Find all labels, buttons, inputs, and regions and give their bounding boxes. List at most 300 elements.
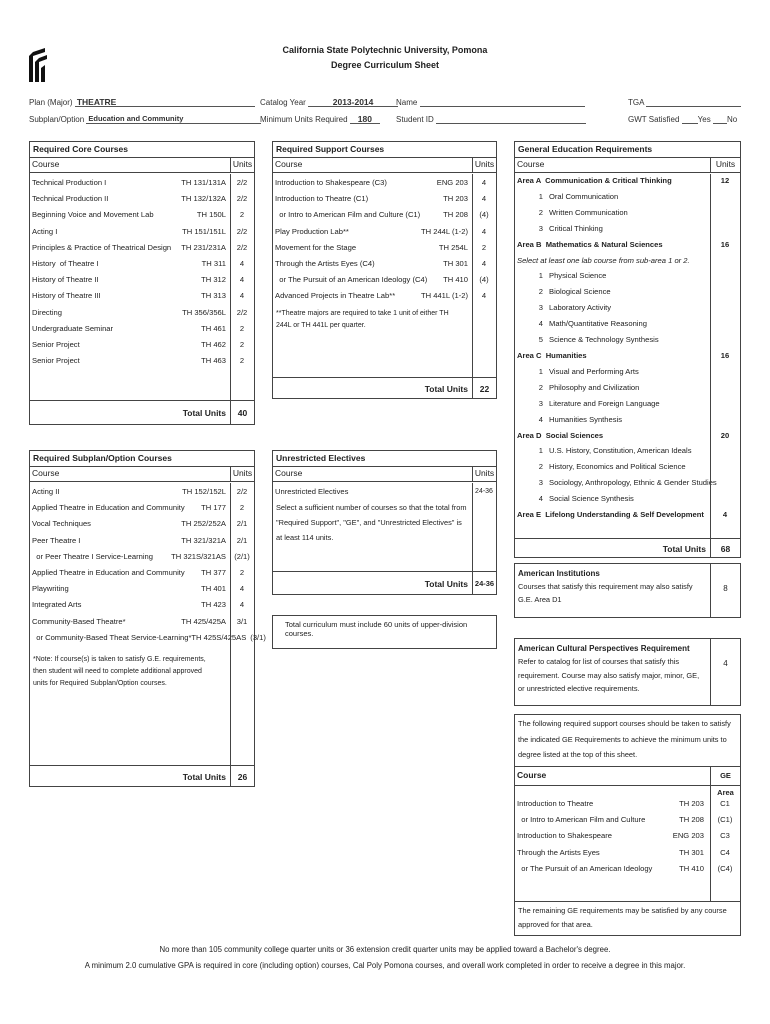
footer-line-2: A minimum 2.0 cumulative GPA is required in core (including option) courses, Cal Poly Pomona courses, and overall work completed in order to receive a degree in this major. <box>84 961 686 970</box>
core-course-number: TH 313 <box>201 291 226 301</box>
core-course-number: TH 312 <box>201 275 226 285</box>
subplan-note: *Note: If course(s) is taken to satisfy G.E. requirements, then student will need to complete additional approved units for Required Subplan/Option courses. <box>33 656 206 688</box>
subplan-course-name: Applied Theatre in Education and Community <box>32 568 185 578</box>
core-course-units: 2 <box>239 210 245 220</box>
support-rows <box>273 173 496 305</box>
support-course-number: TH 244L (1-2) <box>421 226 468 236</box>
subplan-row <box>30 614 254 630</box>
subplan-course-units: 4 <box>239 584 245 594</box>
ge-support-row <box>515 796 740 812</box>
ge-subarea <box>515 221 710 237</box>
core-total-value: 40 <box>230 401 254 425</box>
subplan-value: Education and Community <box>88 114 184 123</box>
core-course-name: Technical Production II <box>32 194 109 204</box>
ge-total-value: 68 <box>710 539 740 558</box>
ge-support-rows <box>515 786 740 877</box>
support-course-units: 4 <box>481 178 487 187</box>
support-row <box>273 207 496 223</box>
footer-line-1: No more than 105 community college quarter units or 36 extension credit quarter units may be applied toward a Bachelor's degree. <box>159 945 611 954</box>
ge-subarea-spacer <box>710 300 740 316</box>
ai-desc: Courses that satisfy this requirement may also satisfy G.E. Area D1 <box>518 582 693 604</box>
name-input[interactable] <box>420 97 585 107</box>
support-units-divider <box>472 174 473 398</box>
ge-support-area: (C1) <box>717 815 733 825</box>
core-course-units: 2/2 <box>236 242 248 252</box>
core-course-units: 2 <box>239 323 245 333</box>
ge-subarea-label: Math/Quantitative Reasoning <box>549 319 647 329</box>
subplan-col-course: Course <box>32 468 60 478</box>
ge-subarea-row <box>515 316 740 332</box>
core-course-name: Senior Project <box>32 340 80 350</box>
ge-box <box>514 141 741 558</box>
support-title: Required Support Courses <box>273 142 496 158</box>
ge-subarea-spacer <box>710 396 740 412</box>
ge-area-label: Area E Lifelong Understanding & Self Development <box>517 510 704 520</box>
ge-support-row <box>515 845 740 861</box>
core-course-units: 2 <box>239 340 245 350</box>
support-course-units: 4 <box>481 291 487 301</box>
ge-subarea <box>515 412 710 428</box>
subplan-row <box>30 597 254 613</box>
ge-subarea-label: Laboratory Activity <box>549 303 612 313</box>
support-col-head <box>273 158 496 173</box>
subplan-row <box>30 484 254 500</box>
ge-subarea <box>515 205 710 221</box>
core-course-name: Undergraduate Seminar <box>32 323 114 333</box>
core-course-number: TH 461 <box>201 323 226 333</box>
ge-total-label: Total Units <box>662 544 706 554</box>
ge-support-col-head <box>515 767 740 797</box>
acp-divider <box>710 639 711 705</box>
ge-subarea-index: 3 <box>538 478 543 488</box>
core-course-name: Beginning Voice and Movement Lab <box>32 210 154 220</box>
support-course-name: Play Production Lab** <box>275 226 349 236</box>
support-course-number: TH 208 <box>443 210 468 220</box>
subplan-course-units: (2/1) <box>234 551 250 561</box>
core-total-row <box>30 400 254 425</box>
ge-subarea-row <box>515 396 740 412</box>
electives-total-label: Total Units <box>424 579 468 589</box>
support-row <box>273 224 496 240</box>
electives-total-row <box>273 571 496 595</box>
ge-subarea-spacer <box>710 205 740 221</box>
core-row <box>30 321 254 337</box>
ge-support-course-number: TH 208 <box>679 815 704 825</box>
ge-subarea-row <box>515 459 740 475</box>
support-course-name: Advanced Projects in Theatre Lab** <box>275 291 396 301</box>
ge-area-note-spacer <box>710 253 740 269</box>
core-course-number: TH 463 <box>201 356 226 366</box>
electives-col-head <box>273 467 496 482</box>
ge-subarea-index: 3 <box>538 303 543 313</box>
core-course-units: 4 <box>239 259 245 269</box>
acp-units: 4 <box>723 659 728 668</box>
ge-subarea-spacer <box>710 412 740 428</box>
core-course-name: Senior Project <box>32 356 80 366</box>
support-course-name: or Intro to American Film and Culture (C1) <box>275 210 421 220</box>
subplan-course-units: 3/1 <box>236 616 248 626</box>
support-course-number: TH 203 <box>443 194 468 204</box>
subplan-course-number: TH 152/152L <box>182 487 226 496</box>
ge-subarea <box>515 300 710 316</box>
ge-subarea-spacer <box>710 443 740 459</box>
student-id-input[interactable] <box>436 114 586 124</box>
student-id-field <box>396 114 586 124</box>
subplan-units-divider <box>230 483 231 786</box>
core-col-course: Course <box>32 159 60 169</box>
ge-support-area: (C4) <box>717 863 733 873</box>
support-course-units: 4 <box>481 259 487 269</box>
ge-support-divider <box>710 767 711 901</box>
core-course-units: 2/2 <box>236 178 248 187</box>
catalog-label: Catalog Year <box>260 98 306 107</box>
ge-subarea <box>515 189 710 205</box>
subplan-row <box>30 630 266 646</box>
plan-label: Plan (Major) <box>29 98 73 107</box>
ge-units-divider <box>710 174 711 557</box>
electives-row <box>273 482 496 500</box>
ge-subarea-spacer <box>710 189 740 205</box>
core-row <box>30 272 254 288</box>
core-row <box>30 240 254 256</box>
name-field <box>396 97 585 107</box>
ge-subarea-label: U.S. History, Constitution, American Ideals <box>549 446 692 456</box>
min-units-value-line[interactable] <box>350 114 380 124</box>
subplan-course-units: 2/2 <box>236 487 248 496</box>
upper-division-note: Total curriculum must include 60 units of upper-division courses. <box>272 615 497 649</box>
ge-support-intro: The following required support courses should be taken to satisfy the indicated GE Requirements to achieve the minimum units to degree listed at the top of this sheet. <box>515 715 740 767</box>
ge-subarea-label: Social Science Synthesis <box>549 494 634 504</box>
ge-col-units: Units <box>710 158 740 172</box>
ge-col-head <box>515 158 740 173</box>
subplan-field <box>29 114 261 124</box>
electives-col-course: Course <box>275 468 303 478</box>
ai-text <box>518 568 704 606</box>
core-course-name: Acting I <box>32 226 58 236</box>
support-course-units: (4) <box>479 210 489 220</box>
ge-subarea-row <box>515 475 740 491</box>
subplan-total-value: 26 <box>230 766 254 787</box>
ge-subarea-label: Humanities Synthesis <box>549 414 623 424</box>
ge-subarea-index: 1 <box>538 191 543 201</box>
ge-subarea <box>515 284 710 300</box>
gwt-label: GWT Satisfied <box>628 115 680 124</box>
core-row <box>30 288 254 304</box>
ge-subarea-row <box>515 189 740 205</box>
support-course-name: or The Pursuit of an American Ideology (C4) <box>275 275 428 285</box>
ge-subarea-label: Visual and Performing Arts <box>549 366 639 376</box>
ge-subarea <box>515 475 717 491</box>
ge-support-box <box>514 714 741 936</box>
support-course-number: ENG 203 <box>436 178 468 187</box>
ge-area-units: 16 <box>720 350 730 360</box>
subplan-course-name: Acting II <box>32 487 60 496</box>
ge-support-row <box>515 861 740 877</box>
support-row <box>273 191 496 207</box>
ge-support-course-name: Introduction to Shakespeare <box>517 831 612 841</box>
ge-subarea-index: 2 <box>538 382 543 392</box>
catalog-value-line[interactable] <box>308 97 398 107</box>
subplan-row <box>30 565 254 581</box>
american-cultural-box <box>514 638 741 706</box>
support-course-name: Introduction to Theatre (C1) <box>275 194 369 204</box>
ge-support-col-area: GE Area <box>710 767 740 785</box>
subplan-course-units: 4 <box>239 600 245 610</box>
subplan-course-name: or Peer Theatre I Service-Learning <box>32 551 153 561</box>
ge-subarea-label: Oral Communication <box>549 191 619 201</box>
ge-subarea-row <box>515 364 740 380</box>
core-course-name: Principles & Practice of Theatrical Design <box>32 242 172 252</box>
subplan-row <box>30 549 254 565</box>
core-course-number: TH 462 <box>201 340 226 350</box>
core-col-units: Units <box>230 158 254 172</box>
catalog-field <box>260 97 398 107</box>
subplan-course-number: TH 252/252A <box>181 519 226 529</box>
subplan-course-name: Playwriting <box>32 584 69 594</box>
core-courses-box <box>29 141 255 425</box>
ge-support-course-name: Introduction to Theatre <box>517 799 594 808</box>
ge-subarea-row <box>515 443 740 459</box>
subplan-courses-box <box>29 450 266 787</box>
ge-subarea-row <box>515 491 740 507</box>
gwt-field <box>628 114 737 124</box>
subplan-value-line[interactable] <box>86 114 261 124</box>
university-name: California State Polytechnic University, Pomona <box>282 45 488 55</box>
ge-support-col-course: Course <box>517 770 547 780</box>
ai-units: 8 <box>723 584 728 593</box>
ge-subarea-label: Literature and Foreign Language <box>549 398 660 408</box>
ge-subarea-label: Biological Science <box>549 287 611 297</box>
core-course-number: TH 131/131A <box>181 178 226 187</box>
support-course-number: TH 254L <box>438 242 468 252</box>
core-row <box>30 191 254 207</box>
ge-subarea-spacer <box>710 364 740 380</box>
subplan-course-name: Community-Based Theatre* <box>32 616 126 626</box>
ge-subarea-index: 4 <box>538 494 543 504</box>
ge-area-note: Select at least one lab course from sub-area 1 or 2. <box>517 255 690 265</box>
ge-subarea <box>515 396 710 412</box>
ge-subarea-index: 3 <box>538 398 543 408</box>
support-course-units: (4) <box>479 275 489 285</box>
ge-subarea-index: 4 <box>538 319 543 329</box>
ge-support-course-name: Through the Artists Eyes <box>517 847 600 857</box>
plan-value: THEATRE <box>76 97 117 107</box>
ge-subarea-label: Sociology, Anthropology, Ethnic & Gender Studies <box>549 478 717 488</box>
tga-label: TGA <box>628 98 645 107</box>
ge-area-row <box>515 237 740 253</box>
subplan-course-units: 2 <box>239 503 245 513</box>
ge-support-course-number: TH 203 <box>679 799 704 808</box>
ge-subarea <box>515 364 710 380</box>
electives-title: Unrestricted Electives <box>273 451 496 467</box>
ge-subarea-spacer <box>710 491 740 507</box>
support-course-units: 4 <box>481 194 487 204</box>
core-course-units: 4 <box>239 291 245 301</box>
ge-area-units: 4 <box>722 510 728 520</box>
plan-field <box>29 97 255 107</box>
ge-subarea-spacer <box>710 316 740 332</box>
core-row <box>30 224 254 240</box>
subplan-col-head <box>30 467 254 482</box>
core-row <box>30 256 254 272</box>
ge-subarea <box>515 268 710 284</box>
acp-desc: Refer to catalog for list of courses that satisfy this requirement. Course may also satisfy major, minor, GE, or unrestricted elective requirements. <box>518 657 700 693</box>
core-course-number: TH 311 <box>201 259 226 269</box>
ge-subarea-spacer <box>710 380 740 396</box>
gwt-yes-label: Yes <box>697 115 711 124</box>
core-row <box>30 305 254 321</box>
electives-desc: Select a sufficient number of courses so that the total from "Required Support", "GE", and "Unrestricted Electives" is at least 114 units. <box>276 503 467 543</box>
ge-support-row <box>515 812 740 828</box>
name-label: Name <box>396 98 418 107</box>
subplan-course-number: TH 425S/425AS <box>191 632 247 642</box>
ge-support-remaining: The remaining GE requirements may be satisfied by any course approved for that area. <box>515 901 740 935</box>
ge-subarea-index: 3 <box>538 223 543 233</box>
student-id-label: Student ID <box>396 115 434 124</box>
ge-support-course-number: ENG 203 <box>672 831 704 841</box>
support-row <box>273 175 496 191</box>
core-units-divider <box>230 174 231 424</box>
ge-subarea-spacer <box>710 268 740 284</box>
ge-support-course-number: TH 410 <box>679 863 704 873</box>
ge-subarea <box>515 332 710 348</box>
ge-title: General Education Requirements <box>515 142 740 158</box>
ge-subarea-label: Written Communication <box>549 207 628 217</box>
core-course-name: History of Theatre I <box>32 259 99 269</box>
ge-area-note-row <box>515 253 740 269</box>
support-course-number: TH 441L (1-2) <box>421 291 468 301</box>
support-course-name: Introduction to Shakespeare (C3) <box>275 178 387 187</box>
core-row <box>30 175 254 191</box>
ge-subarea-row <box>515 380 740 396</box>
core-course-number: TH 231/231A <box>181 242 226 252</box>
subplan-course-number: TH 423 <box>201 600 226 610</box>
ge-support-row <box>515 828 740 844</box>
ge-subarea-row <box>515 221 740 237</box>
ge-area-units: 20 <box>720 430 730 440</box>
electives-box <box>272 450 497 595</box>
ge-subarea <box>515 316 710 332</box>
ge-subarea-label: History, Economics and Political Science <box>549 462 686 472</box>
ge-subarea-index: 2 <box>538 207 543 217</box>
ge-subarea-index: 2 <box>538 462 543 472</box>
ge-subarea-row <box>515 300 740 316</box>
core-col-head <box>30 158 254 173</box>
core-course-number: TH 150L <box>196 210 226 220</box>
ge-support-area: C3 <box>720 831 730 841</box>
subplan-course-name: Integrated Arts <box>32 600 82 610</box>
ge-subarea-spacer <box>710 332 740 348</box>
support-course-number: TH 410 <box>443 275 468 285</box>
ge-subarea-index: 1 <box>538 271 543 281</box>
subplan-course-units: 2/1 <box>236 535 248 545</box>
support-course-units: 2 <box>481 242 487 252</box>
core-course-number: TH 132/132A <box>181 194 226 204</box>
support-row <box>273 272 496 288</box>
min-units-value: 180 <box>357 114 372 124</box>
support-col-course: Course <box>275 159 303 169</box>
ge-support-course-name: or Intro to American Film and Culture <box>517 815 646 825</box>
ge-support-course-name: or The Pursuit of an American Ideology <box>517 863 653 873</box>
core-row <box>30 207 254 223</box>
subplan-total-row <box>30 765 254 787</box>
core-rows <box>30 173 254 369</box>
core-course-units: 2/2 <box>236 194 248 204</box>
ge-rows <box>515 173 740 523</box>
gwt-no-label: No <box>726 115 738 124</box>
electives-col-units: Units <box>472 467 496 481</box>
ge-subarea-index: 4 <box>538 414 543 424</box>
min-units-field <box>260 114 380 124</box>
ge-subarea-spacer <box>710 221 740 237</box>
min-units-label: Minimum Units Required <box>260 115 348 124</box>
electives-total-value: 24-36 <box>472 572 496 595</box>
ge-subarea-spacer <box>710 459 740 475</box>
ge-support-course-number: TH 301 <box>679 847 704 857</box>
support-total-label: Total Units <box>424 384 468 394</box>
sheet-title: Degree Curriculum Sheet <box>330 60 440 70</box>
tga-input[interactable] <box>646 97 741 107</box>
ge-subarea-index: 2 <box>538 287 543 297</box>
support-row <box>273 288 496 304</box>
ge-support-area: C1 <box>720 799 730 808</box>
ge-area-label: Area B Mathematics & Natural Sciences <box>517 239 663 249</box>
core-course-name: History of Theatre III <box>32 291 101 301</box>
core-course-number: TH 151/151L <box>182 226 226 236</box>
support-course-units: 4 <box>481 226 487 236</box>
subplan-rows <box>30 482 266 646</box>
ge-area-label: Area D Social Sciences <box>517 430 604 440</box>
subplan-course-number: TH 177 <box>201 503 226 513</box>
ge-subarea-spacer <box>710 284 740 300</box>
subplan-course-name: Peer Theatre I <box>32 535 81 545</box>
ge-subarea-label: Critical Thinking <box>549 223 603 233</box>
catalog-value: 2013-2014 <box>332 97 374 107</box>
tga-field <box>628 97 741 107</box>
subplan-row <box>30 581 254 597</box>
ge-subarea-index: 1 <box>538 366 543 376</box>
support-course-name: Through the Artists Eyes (C4) <box>275 259 375 269</box>
support-course-number: TH 301 <box>443 259 468 269</box>
ge-area-row <box>515 428 740 444</box>
support-courses-box <box>272 141 497 399</box>
subplan-course-number: TH 377 <box>201 568 226 578</box>
core-course-name: Technical Production I <box>32 178 107 187</box>
core-course-name: Directing <box>32 307 62 317</box>
ge-area-label: Area C Humanities <box>517 350 587 360</box>
ge-subarea-row <box>515 284 740 300</box>
support-row <box>273 240 496 256</box>
ge-subarea-index: 1 <box>538 446 543 456</box>
ge-subarea-row <box>515 205 740 221</box>
gwt-yes-input[interactable] <box>682 114 698 124</box>
core-course-name: History of Theatre II <box>32 275 99 285</box>
subplan-course-number: TH 321S/321AS <box>171 551 226 561</box>
ge-subarea <box>515 459 710 475</box>
subplan-row <box>30 500 254 516</box>
subplan-course-units: (3/1) <box>250 632 266 642</box>
ge-subarea-label: Philosophy and Civilization <box>549 382 640 392</box>
gwt-no-input[interactable] <box>713 114 727 124</box>
subplan-course-number: TH 321/321A <box>181 535 226 545</box>
american-institutions-box <box>514 563 741 618</box>
plan-value-line[interactable] <box>75 97 255 107</box>
ge-subarea <box>515 491 710 507</box>
ge-area-row <box>515 348 740 364</box>
ge-subarea-label: Physical Science <box>549 271 607 281</box>
subplan-course-units: 2 <box>239 568 245 578</box>
ge-area-row <box>515 507 740 523</box>
